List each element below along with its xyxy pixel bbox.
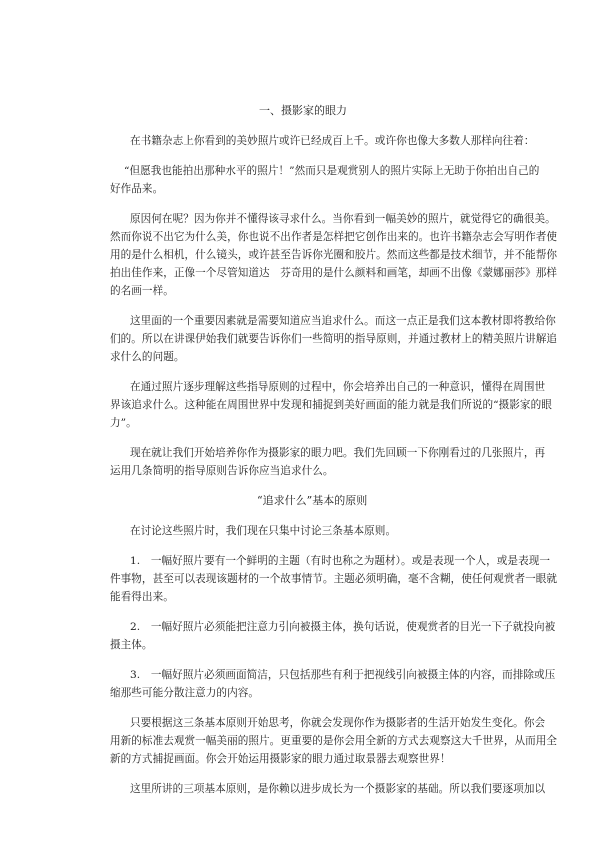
paragraph-3-line-2: 然而你说不出它为什么美，你也说不出作者是怎样把它创作出来的。也许书籍杂志会写明作者使 [110,231,558,243]
principle-2-line-1: 2. 一幅好照片必须能把注意力引向被摄主体，换句话说，使观赏者的目光一下子就投向被 [130,621,556,633]
paragraph-1-line-1: 在书籍杂志上你看到的美妙照片或许已经成百上千。或许你也像大多数人那样向往着： [130,135,535,147]
paragraph-6-line-2: 运用几条简明的指导原则告诉你应当追求什么。 [110,465,334,477]
principle-3-line-1: 3. 一幅好照片必须画面简洁，只包括那些有利于把视线引向被摄主体的内容，而排除或压 [130,669,556,681]
principle-3-line-2: 缩那些可能分散注意力的内容。 [110,687,260,699]
paragraph-4-line-3: 求什么的问题。 [110,351,185,363]
paragraph-3-line-4: 拍出佳作来，正像一个尽管知道达 芬奇用的是什么颜料和画笔，却画不出像《蒙娜丽莎》那样 [110,267,558,279]
principle-1-line-2: 件事物，甚至可以表现该题材的一个故事情节。主题必须明确，毫不含糊，使任何观赏者一眼就 [110,573,558,585]
paragraph-5-line-2: 界该追求什么。这种能在周围世界中发现和捕捉到美好画面的能力就是我们所说的“摄影家的眼 [110,399,552,411]
paragraph-4-line-1: 这里面的一个重要因素就是需要知道应当追求什么。而这一点正是我们这本教材即将教给你 [130,315,556,327]
principles-intro-line-1: 在讨论这些照片时，我们现在只集中讨论三条基本原则。 [130,525,397,537]
principle-1-line-1: 1. 一幅好照片要有一个鲜明的主题（有时也称之为题材）。或是表现一个人，或是表现一 [130,555,551,567]
paragraph-3-line-5: 的名画一样。 [110,285,174,297]
closing-paragraph-line-1: 只要根据这三条基本原则开始思考，你就会发现你作为摄影者的生活开始发生变化。你会 [130,717,546,729]
paragraph-2-line-2: 好作品来。 [110,183,164,195]
paragraph-6-line-1: 现在就让我们开始培养你作为摄影家的眼力吧。我们先回顾一下你刚看过的几张照片，再 [130,447,546,459]
final-paragraph-line-1: 这里所讲的三项基本原则，是你赖以进步成长为一个摄影家的基础。所以我们要逐项加以 [130,783,546,795]
section-title: 一、摄影家的眼力 [259,104,347,117]
paragraph-5-line-1: 在通过照片逐步理解这些指导原则的过程中，你会培养出自己的一种意识，懂得在周围世 [130,381,546,393]
closing-paragraph-line-3: 新的方式捕捉画面。你会开始运用摄影家的眼力通过取景器去观察世界！ [110,753,451,765]
paragraph-4-line-2: 们的。所以在讲课伊始我们就要告诉你们一些简明的指导原则，并通过教材上的精美照片讲解追 [110,333,558,345]
paragraph-2-line-1: “但愿我也能拍出那种水平的照片！”然而只是观赏别人的照片实际上无助于你拍出自己的 [124,165,540,177]
paragraph-5-line-3: 力”。 [110,417,137,429]
principle-2-line-2: 摄主体。 [110,639,153,651]
paragraph-3-line-3: 用的是什么相机，什么镜头，或许甚至告诉你光圈和胶片。然而这些都是技术细节，并不能帮你 [110,249,558,261]
closing-paragraph-line-2: 用新的标准去观赏一幅美丽的照片。更重要的是你会用全新的方式去观察这大千世界，从而用全 [110,735,558,747]
subheading: “追求什么”基本的原则 [257,494,368,507]
principle-1-line-3: 能看得出来。 [110,591,174,603]
paragraph-3-line-1: 原因何在呢？因为你并不懂得该寻求什么。当你看到一幅美妙的照片，就觉得它的确很美。 [130,213,556,225]
